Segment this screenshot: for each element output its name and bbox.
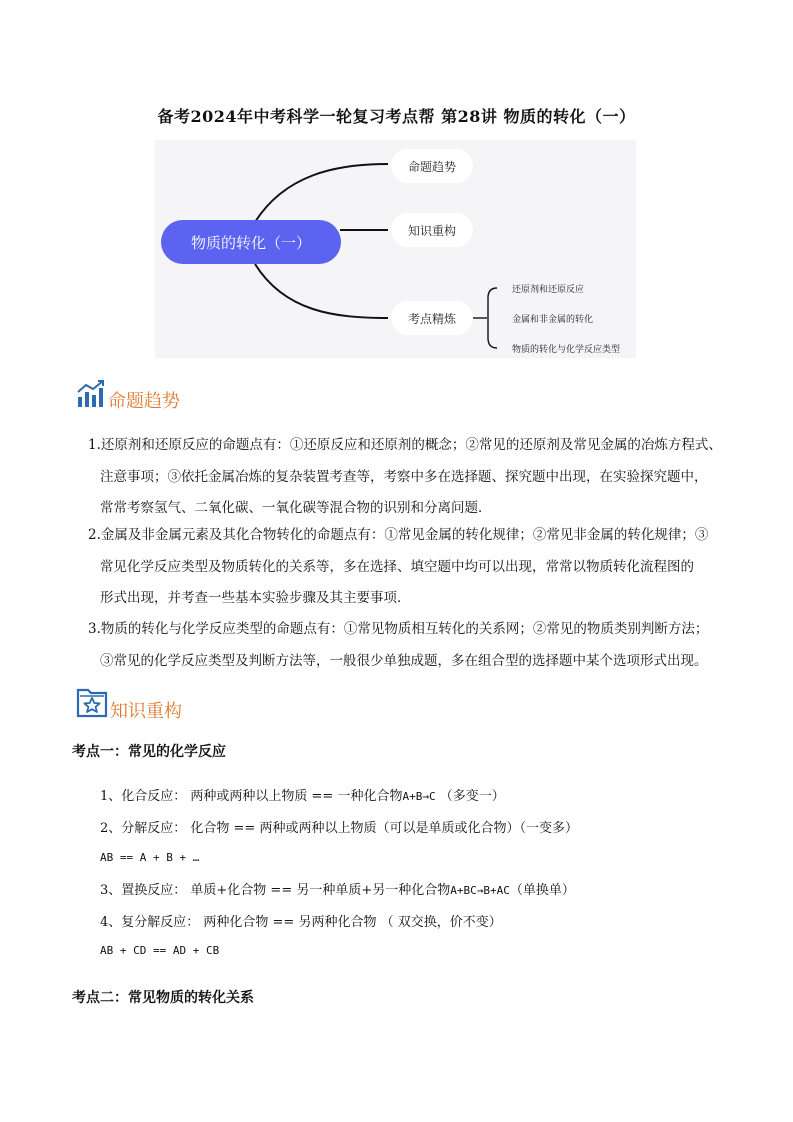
- trend-item-3: [88, 614, 728, 677]
- mind-map-node-trend: 命题趋势: [391, 149, 473, 183]
- reaction-combination-formula: A+B→C: [402, 790, 436, 803]
- trend-item-2-line-3: 形式出现，并考查一些基本实验步骤及其主要事项．: [100, 590, 411, 606]
- mind-map-node-knowledge: 知识重构: [391, 213, 473, 247]
- folder-star-icon: [76, 684, 108, 722]
- section-trend-header: [76, 378, 180, 412]
- mind-map-leaf-reduction: 还原剂和还原反应: [512, 285, 585, 295]
- mind-map-leaf-reaction-types: 物质的转化与化学反应类型: [512, 345, 621, 355]
- mind-map: [155, 140, 636, 358]
- reaction-replacement-text: 3、置换反应： 单质+化合物 == 另一种单质+另一种化合物: [100, 883, 451, 898]
- reaction-decomposition-text: 2、分解反应： 化合物 == 两种或两种以上物质（可以是单质或化合物）（一变多）: [100, 821, 578, 836]
- reaction-replacement-formula: A+BC→B+AC: [450, 884, 510, 897]
- bar-chart-icon: [76, 380, 106, 412]
- reaction-decomposition-formula: [100, 850, 199, 865]
- reaction-decomposition: [100, 817, 578, 836]
- reaction-combination: [100, 785, 505, 804]
- key-point-2: 考点二：常见物质的转化关系: [72, 990, 254, 1006]
- reaction-combination-text: 1、化合反应： 两种或两种以上物质 == 一种化合物: [100, 789, 403, 804]
- trend-item-1: [88, 430, 728, 525]
- trend-item-2: [88, 520, 728, 615]
- section-knowledge-header: [76, 688, 182, 722]
- trend-item-1-line-1: 1.还原剂和还原反应的命题点有：①还原反应和还原剂的概念；②常见的还原剂及常见金属的冶炼方程式、: [88, 437, 722, 453]
- section-trend-title: 命题趋势: [108, 391, 180, 412]
- reaction-double-replacement-formula: [100, 943, 219, 958]
- reaction-replacement-note: （单换单）: [509, 883, 575, 898]
- trend-item-1-line-2: 注意事项；③依托金属冶炼的复杂装置考查等，考察中多在选择题、探究题中出现，在实验探究题中，: [100, 468, 708, 485]
- section-knowledge-title: 知识重构: [110, 701, 182, 722]
- trend-item-2-line-1: 2.金属及非金属元素及其化合物转化的命题点有：①常见金属的转化规律；②常见非金属的转化规律；③: [88, 527, 709, 543]
- trend-item-3-line-1: 3.物质的转化与化学反应类型的命题点有：①常见物质相互转化的关系网；②常见的物质类别判断方法；: [88, 621, 709, 637]
- key-point-1: 考点一：常见的化学反应: [72, 744, 226, 760]
- mind-map-root: 物质的转化（一）: [161, 220, 341, 264]
- mind-map-leaf-metal-nonmetal: 金属和非金属的转化: [512, 315, 594, 325]
- reaction-double-replacement: [100, 911, 502, 930]
- trend-item-3-line-2: ③常见的化学反应类型及判断方法等，一般很少单独成题，多在组合型的选择题中某个选项形式出现。: [100, 652, 708, 669]
- decomposition-formula-text: AB == A + B + …: [100, 851, 200, 864]
- page-title: 备考2024年中考科学一轮复习考点帮 第28讲 物质的转化（一）: [157, 107, 636, 126]
- reaction-double-replacement-text: 4、复分解反应： 两种化合物 == 另两种化合物 （ 双交换，价不变）: [100, 915, 502, 930]
- double-replacement-formula-text: AB + CD == AD + CB: [100, 944, 220, 957]
- trend-item-1-line-3: 常常考察氢气、二氧化碳、一氧化碳等混合物的识别和分离问题．: [100, 500, 492, 516]
- reaction-combination-note: （多变一）: [435, 789, 505, 804]
- trend-item-2-line-2: 常见化学反应类型及物质转化的关系等，多在选择、填空题中均可以出现，常常以物质转化流程图的: [100, 558, 694, 575]
- mind-map-node-points: 考点精炼: [391, 301, 473, 335]
- reaction-replacement: [100, 879, 575, 898]
